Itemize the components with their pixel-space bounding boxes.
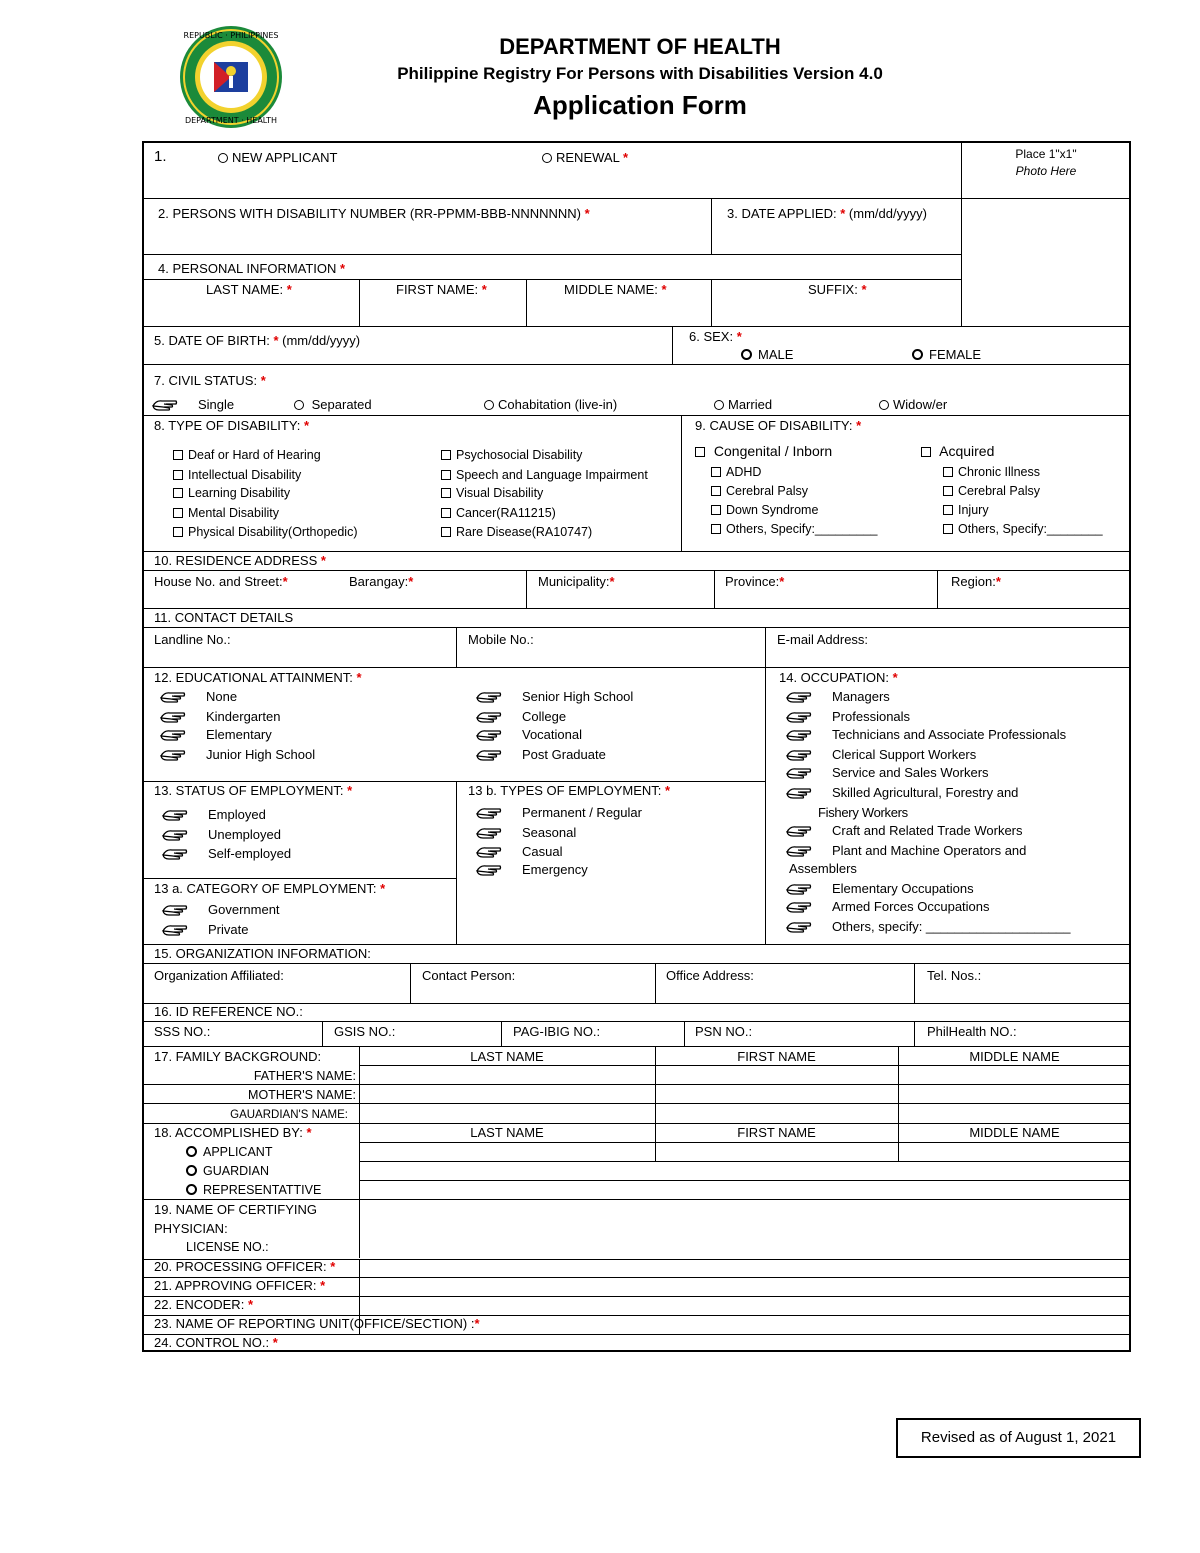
checkbox[interactable] [711, 505, 721, 515]
pwd-number-label: 2. PERSONS WITH DISABILITY NUMBER (RR-PPMM-BBB-NNNNNNN) * [158, 206, 590, 221]
type-emergency-option[interactable]: Emergency [476, 862, 588, 878]
cause-others-acquired-option[interactable]: Others, Specify:________ [943, 521, 1103, 537]
certifying-physician-label: 19. NAME OF CERTIFYING [154, 1202, 318, 1217]
pointing-hand-icon [162, 922, 188, 936]
gsis-no-label: GSIS NO.: [334, 1024, 396, 1039]
cause-of-disability-label: 9. CAUSE OF DISABILITY: * [695, 418, 862, 433]
female-option[interactable]: FEMALE [912, 347, 981, 363]
civil-married-option[interactable]: Married [714, 397, 772, 413]
occ-plant-machine-cont: Assemblers [789, 861, 857, 876]
processing-officer-label: 20. PROCESSING OFFICER: * [154, 1259, 336, 1274]
disability-mental-option[interactable]: Mental Disability [173, 505, 279, 521]
mobile-label: Mobile No.: [468, 632, 534, 647]
occ-skilled-agri-option[interactable]: Skilled Agricultural, Forestry and [786, 785, 1018, 801]
pointing-hand-icon [786, 747, 812, 761]
accomplished-last-name-header: LAST NAME [470, 1125, 544, 1140]
acquired-option[interactable]: Acquired [921, 443, 994, 459]
accomplished-applicant-option[interactable]: APPLICANT [186, 1144, 272, 1160]
congenital-option[interactable]: Congenital / Inborn [695, 443, 832, 459]
pointing-hand-icon [476, 747, 502, 761]
pointing-hand-icon [786, 899, 812, 913]
pointing-hand-icon [786, 785, 812, 799]
disability-learning-option[interactable]: Learning Disability [173, 485, 290, 501]
occ-skilled-agri-cont: Fishery Workers [818, 805, 908, 820]
edu-kindergarten-option[interactable]: Kindergarten [160, 709, 280, 725]
disability-cancer-option[interactable]: Cancer(RA11215) [441, 505, 556, 521]
checkbox[interactable] [173, 450, 183, 460]
contact-person-label: Contact Person: [422, 968, 516, 983]
tel-nos-label: Tel. Nos.: [927, 968, 982, 983]
checkbox[interactable] [711, 486, 721, 496]
philhealth-no-label: PhilHealth NO.: [927, 1024, 1017, 1039]
occupation-label: 14. OCCUPATION: * [779, 670, 898, 685]
civil-separated-option[interactable]: Separated [294, 397, 372, 413]
checkbox[interactable] [711, 467, 721, 477]
family-first-name-header: FIRST NAME [737, 1049, 816, 1064]
accomplished-first-name-header: FIRST NAME [737, 1125, 816, 1140]
pointing-hand-icon [162, 827, 188, 841]
certifying-physician-label-cont: PHYSICIAN: [154, 1221, 228, 1236]
pointing-hand-icon [786, 765, 812, 779]
checkbox[interactable] [173, 508, 183, 518]
cause-cerebral-congenital-option[interactable]: Cerebral Palsy [711, 483, 808, 499]
form-header [0, 30, 1200, 140]
edu-none-option[interactable]: None [160, 689, 237, 705]
disability-visual-option[interactable]: Visual Disability [441, 485, 543, 501]
residence-address-label: 10. RESIDENCE ADDRESS * [154, 553, 326, 568]
new-applicant-radio[interactable] [218, 153, 228, 163]
guardian-radio[interactable] [186, 1165, 197, 1176]
last-name-label: LAST NAME: * [206, 282, 292, 297]
pointing-hand-icon [162, 846, 188, 860]
cause-others-congenital-option[interactable]: Others, Specify:_________ [711, 521, 878, 537]
organization-affiliated-label: Organization Affiliated: [154, 968, 284, 983]
pointing-hand-icon [160, 747, 186, 761]
reporting-unit-label: 23. NAME OF REPORTING UNIT(OFFICE/SECTION) :* [154, 1316, 480, 1331]
accomplished-middle-name-header: MIDDLE NAME [969, 1125, 1060, 1140]
pointing-hand-icon [786, 881, 812, 895]
occ-craft-option[interactable]: Craft and Related Trade Workers [786, 823, 1023, 839]
cohabitation-radio[interactable] [484, 400, 494, 410]
date-of-birth-label: 5. DATE OF BIRTH: * (mm/dd/yyyy) [154, 333, 361, 348]
cause-chronic-illness-option[interactable]: Chronic Illness [943, 464, 1040, 480]
accomplished-representative-option[interactable]: REPRESENTATTIVE [186, 1182, 321, 1198]
married-radio[interactable] [714, 400, 724, 410]
pointing-hand-icon [162, 807, 188, 821]
cause-injury-option[interactable]: Injury [943, 502, 989, 518]
accomplished-guardian-option[interactable]: GUARDIAN [186, 1163, 269, 1179]
father-name-label: FATHER'S NAME: [253, 1069, 356, 1083]
widow-radio[interactable] [879, 400, 889, 410]
barangay-label: Barangay:* [349, 574, 414, 589]
pointing-hand-icon [160, 727, 186, 741]
municipality-label: Municipality:* [538, 574, 615, 589]
category-private-option[interactable]: Private [162, 922, 248, 938]
pointing-hand-icon [160, 709, 186, 723]
checkbox[interactable] [695, 447, 705, 457]
occ-armed-forces-option[interactable]: Armed Forces Occupations [786, 899, 990, 915]
date-applied-field[interactable] [714, 223, 958, 251]
house-street-label: House No. and Street:* [154, 574, 288, 589]
edu-senior-high-option[interactable]: Senior High School [476, 689, 633, 705]
representative-radio[interactable] [186, 1184, 197, 1195]
types-of-employment-label: 13 b. TYPES OF EMPLOYMENT: * [468, 783, 671, 798]
occ-clerical-option[interactable]: Clerical Support Workers [786, 747, 976, 763]
family-middle-name-header: MIDDLE NAME [969, 1049, 1060, 1064]
civil-status-label: 7. CIVIL STATUS: * [154, 373, 266, 388]
edu-elementary-option[interactable]: Elementary [160, 727, 272, 743]
disability-rare-option[interactable]: Rare Disease(RA10747) [441, 524, 592, 540]
date-applied-label: 3. DATE APPLIED: * (mm/dd/yyyy) [727, 206, 927, 221]
svg-text:DEPARTMENT · HEALTH: DEPARTMENT · HEALTH [184, 116, 278, 125]
pwd-number-field[interactable] [146, 223, 708, 251]
new-applicant-option[interactable]: NEW APPLICANT [218, 150, 337, 166]
pointing-hand-icon [786, 709, 812, 723]
male-option[interactable]: MALE [741, 347, 793, 363]
disability-psychosocial-option[interactable]: Psychosocial Disability [441, 447, 582, 463]
renewal-option[interactable]: RENEWAL * [542, 150, 628, 166]
contact-details-label: 11. CONTACT DETAILS [154, 610, 294, 625]
organization-info-label: 15. ORGANIZATION INFORMATION: [154, 946, 371, 961]
checkbox[interactable] [943, 505, 953, 515]
checkbox[interactable] [173, 470, 183, 480]
section-1-number: 1. [154, 148, 167, 165]
occ-others-option[interactable]: Others, specify: ____________________ [786, 919, 1071, 935]
pointing-hand-icon [476, 844, 502, 858]
application-form [142, 141, 1131, 1352]
cause-cerebral-acquired-option[interactable]: Cerebral Palsy [943, 483, 1040, 499]
pointing-hand-icon [476, 709, 502, 723]
middle-name-label: MIDDLE NAME: * [564, 282, 667, 297]
edu-college-option[interactable]: College [476, 709, 566, 725]
disability-intellectual-option[interactable]: Intellectual Disability [173, 467, 301, 483]
occ-plant-machine-option[interactable]: Plant and Machine Operators and [786, 843, 1026, 859]
control-no-label: 24. CONTROL NO.: * [154, 1335, 278, 1350]
license-no-label: LICENSE NO.: [186, 1240, 269, 1254]
personal-info-label: 4. PERSONAL INFORMATION * [158, 261, 346, 276]
male-radio[interactable] [741, 349, 752, 360]
pointing-hand-icon [786, 919, 812, 933]
landline-label: Landline No.: [154, 632, 231, 647]
checkbox[interactable] [441, 508, 451, 518]
employment-unemployed-option[interactable]: Unemployed [162, 827, 281, 843]
family-background-label: 17. FAMILY BACKGROUND: [154, 1049, 322, 1064]
cause-adhd-option[interactable]: ADHD [711, 464, 761, 480]
type-casual-option[interactable]: Casual [476, 844, 562, 860]
checkbox[interactable] [441, 527, 451, 537]
checkbox[interactable] [921, 447, 931, 457]
checkbox[interactable] [943, 524, 953, 534]
checkbox[interactable] [173, 527, 183, 537]
registry-title: Philippine Registry For Persons with Disabilities Version 4.0 [397, 64, 883, 83]
office-address-label: Office Address: [666, 968, 754, 983]
employment-employed-option[interactable]: Employed [162, 807, 266, 823]
revision-note: Revised as of August 1, 2021 [896, 1418, 1141, 1458]
civil-widow-option[interactable]: Widow/er [879, 397, 947, 413]
pagibig-no-label: PAG-IBIG NO.: [513, 1024, 601, 1039]
sex-label: 6. SEX: * [689, 329, 742, 344]
checkbox[interactable] [441, 470, 451, 480]
civil-cohabitation-option[interactable]: Cohabitation (live-in) [484, 397, 617, 413]
accomplished-by-label: 18. ACCOMPLISHED BY: * [154, 1125, 312, 1140]
checkbox[interactable] [943, 486, 953, 496]
checkbox[interactable] [943, 467, 953, 477]
civil-single-option[interactable]: Single [152, 397, 234, 413]
department-title: DEPARTMENT OF HEALTH [499, 34, 781, 59]
region-label: Region:* [951, 574, 1001, 589]
type-permanent-option[interactable]: Permanent / Regular [476, 805, 642, 821]
renewal-radio[interactable] [542, 153, 552, 163]
id-reference-label: 16. ID REFERENCE NO.: [154, 1004, 303, 1019]
educational-attainment-label: 12. EDUCATIONAL ATTAINMENT: * [154, 670, 362, 685]
first-name-label: FIRST NAME: * [396, 282, 487, 297]
checkbox[interactable] [173, 488, 183, 498]
form-title: Application Form [533, 90, 747, 120]
separated-radio[interactable] [294, 400, 304, 410]
status-of-employment-label: 13. STATUS OF EMPLOYMENT: * [154, 783, 353, 798]
type-of-disability-label: 8. TYPE OF DISABILITY: * [154, 418, 310, 433]
disability-deaf-option[interactable]: Deaf or Hard of Hearing [173, 447, 321, 463]
edu-junior-high-option[interactable]: Junior High School [160, 747, 315, 763]
pointing-hand-icon [476, 727, 502, 741]
svg-text:REPUBLIC · PHILIPPINES: REPUBLIC · PHILIPPINES [183, 31, 279, 40]
psn-no-label: PSN NO.: [695, 1024, 753, 1039]
pointing-hand-icon [786, 727, 812, 741]
edu-vocational-option[interactable]: Vocational [476, 727, 582, 743]
employment-self-employed-option[interactable]: Self-employed [162, 846, 291, 862]
family-last-name-header: LAST NAME [470, 1049, 544, 1064]
occ-professionals-option[interactable]: Professionals [786, 709, 910, 725]
category-government-option[interactable]: Government [162, 902, 280, 918]
occ-managers-option[interactable]: Managers [786, 689, 890, 705]
cause-down-syndrome-option[interactable]: Down Syndrome [711, 502, 818, 518]
checkbox[interactable] [441, 450, 451, 460]
province-label: Province:* [725, 574, 785, 589]
approving-officer-label: 21. APPROVING OFFICER: * [154, 1278, 326, 1293]
pointing-hand-icon [160, 689, 186, 703]
pointing-hand-icon [476, 689, 502, 703]
checkbox[interactable] [711, 524, 721, 534]
guardian-name-label: GAUARDIAN'S NAME: [230, 1109, 348, 1121]
occ-elementary-option[interactable]: Elementary Occupations [786, 881, 974, 897]
disability-speech-option[interactable]: Speech and Language Impairment [441, 467, 648, 483]
pointing-hand-icon [476, 825, 502, 839]
applicant-radio[interactable] [186, 1146, 197, 1157]
pointing-hand-icon [786, 689, 812, 703]
occ-technicians-option[interactable]: Technicians and Associate Professionals [786, 727, 1066, 743]
pointing-hand-icon [162, 902, 188, 916]
suffix-label: SUFFIX: * [808, 282, 867, 297]
pointing-hand-icon [786, 823, 812, 837]
occ-service-sales-option[interactable]: Service and Sales Workers [786, 765, 989, 781]
email-label: E-mail Address: [777, 632, 869, 647]
female-radio[interactable] [912, 349, 923, 360]
mother-name-label: MOTHER'S NAME: [248, 1088, 356, 1102]
encoder-label: 22. ENCODER: * [154, 1297, 253, 1312]
pointing-hand-icon [152, 397, 178, 411]
disability-physical-option[interactable]: Physical Disability(Orthopedic) [173, 524, 358, 540]
sss-no-label: SSS NO.: [154, 1024, 211, 1039]
pointing-hand-icon [476, 862, 502, 876]
edu-post-graduate-option[interactable]: Post Graduate [476, 747, 606, 763]
photo-placeholder: Place 1"x1" Photo Here [1015, 147, 1077, 178]
pointing-hand-icon [786, 843, 812, 857]
checkbox[interactable] [441, 488, 451, 498]
pointing-hand-icon [476, 805, 502, 819]
type-seasonal-option[interactable]: Seasonal [476, 825, 576, 841]
category-of-employment-label: 13 a. CATEGORY OF EMPLOYMENT: * [154, 881, 386, 896]
